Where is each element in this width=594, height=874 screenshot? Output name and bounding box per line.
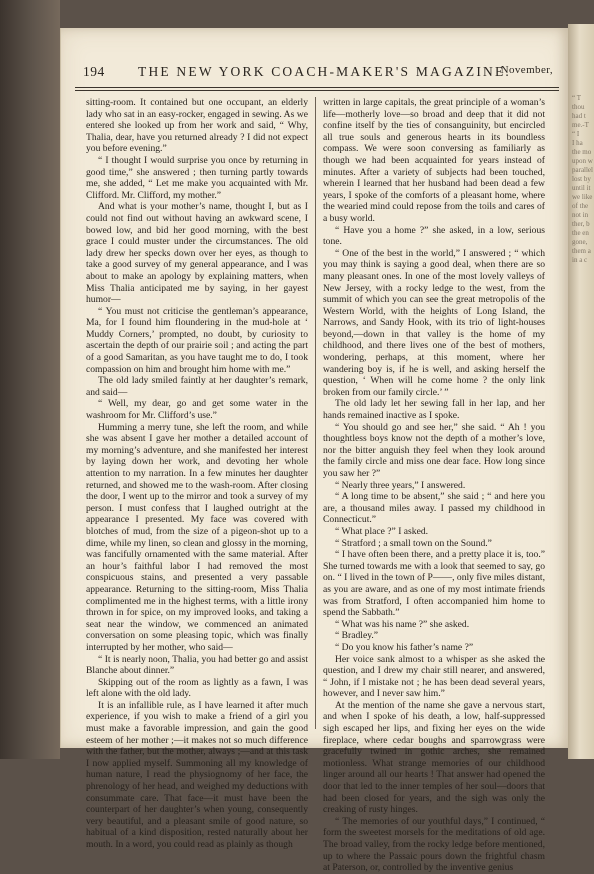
fragment-line: we like [572,193,593,201]
paragraph: “ What place ?” I asked. [335,525,429,537]
text-column-right [323,97,545,874]
fragment-line: ther, b [572,220,590,228]
fragment-line: lost by [572,175,591,183]
column-divider [315,97,316,729]
paragraph: “ Nearly three years,” I answered. [335,479,466,491]
facing-page-fragments [572,94,594,265]
header-rule-bottom [75,90,559,91]
paragraph: “ Do you know his father’s name ?” [335,641,474,653]
paragraph: The old lady smiled faintly at her daughter’s remark, and said— [86,375,308,398]
fragment-line: the mo [572,148,592,156]
paragraph: “ Have you a home ?” she asked, in a low, serious tone. [323,224,545,248]
fragment-line: me.-T [572,121,589,129]
page-number: 194 [83,64,105,79]
fragment-line: “ I [572,130,580,138]
fragment-line: I ha [572,139,583,147]
paragraph: “ You should go and see her,” she said. “ Ah ! you thoughtless boys know not the depth of a mother’s love, nor the bitter anguish they feel when they look around the family circle and miss one dear face. How long since you saw her ?” [323,421,545,479]
facing-page-edge [568,24,594,759]
running-header [75,64,561,82]
issue-month: November, [500,64,553,76]
paragraph: “ Well, my dear, go and get some water in the washroom for Mr. Clifford’s use.” [86,398,308,422]
paragraph: written in large capitals, the great principle of a woman’s life—motherly love—so broad and deep that it did not confine itself by the ties of consanguinity, but encircled all true souls and generous hearts in its boundless compass. We were soon conversing as familiarly as though we had been acquainted for years instead of minutes. After a variety of subjects had been touched, wherein I learned that her husband had been dead a few years, I spoke of the comforts of a pleasant home, where the wearied mind could repose from the toils and cares of a busy world. [323,97,545,224]
paragraph: “ Stratford ; a small town on the Sound.” [335,537,492,549]
magazine-page [60,28,569,874]
fragment-line: thou [572,103,585,111]
fragment-line: of the [572,202,589,210]
paragraph: “ One of the best in the world,” I answered ; “ which you may think is saying a good deal, when there are so many pleasant ones. In one of the most lovely valleys of New Jersey, with a rocky ledge to the west, from the summit of which you can see the great metropolis of the Western World, with the heights of Long Island, the Narrows, and Sandy Hook, with its trio of light-houses beyond,—down in that valley is the home of my childhood, and there lives one of the best of mothers, wondering, perhaps, at this moment, where her wandering boy is, if he is well, and asking herself the question, ‘ When will he come home ? the only link broken from our family circle.’ ” [323,247,545,398]
fragment-line: not in [572,211,589,219]
paragraph: It is an infallible rule, as I have learned it after much experience, if you wish to make a friend of a girl you must make a favorable impression, and gain the good esteem of her mother ;—it makes not so much difference with the father, but the mother, always ;—and at this task I now applied myself. Summoning all my knowledge of human nature, I read the physiognomy of her face, the phrenology of her head, and weighed my deductions with consummate care. That face—it must have been the counterpart of her daughter’s when young, consequently very beautiful, and a pleasant smile of good nature, so habitual of a kind disposition, rested naturally about her mouth. In a word, you could read as plainly as though [86,699,308,850]
fragment-line: had t [572,112,586,120]
paragraph: “ A long time to be absent,” she said ; “ and here you are, a thousand miles away. I passed my childhood in Connecticut.” [323,491,545,526]
paragraph: sitting-room. It contained but one occupant, an elderly lady who sat in an easy-rocker, engaged in sewing. As we entered she looked up from her work and said, “ Why, Thalia, dear, have you returned already ? I did not expect you before evening.” [86,97,308,155]
paragraph: “ What was his name ?” she asked. [335,618,470,630]
fragment-line: upon w [572,157,593,165]
header-rule-top [75,87,559,88]
text-column-left [86,97,308,851]
paragraph: “ Bradley.” [335,630,379,642]
paragraph: Her voice sank almost to a whisper as she asked the question, and I drew my chair still nearer, and answered, “ John, if I mistake not ; he has been dead several years, however, and I never saw him.” [323,653,545,700]
paragraph: “ I thought I would surprise you once by returning in good time,” she answered ; then turning partly towards me, she added, “ Let me make you acquainted with Mr. Clifford. Mr. Clifford, my mother.” [86,154,308,201]
paragraph: And what is your mother’s name, thought I, but as I could not find out without having an awkward scene, I bowed low, and bid her good morning, with the best grace I could muster under the circumstances. The old lady drew her specks down over her eyes, as though to take a good survey of my general appearance, and I was about to make an apology by explaining matters, when Miss Thalia anticipated me by saying, in her gayest humor— [86,201,308,306]
fragment-line: them a [572,247,591,255]
paragraph: “ I have often been there, and a pretty place it is, too.” She turned towards me with a look that seemed to say, go on. “ I lived in the town of P——, only five miles distant, as you are aware, and as one of my most intimate friends was from Stratford, I often accompanied him home to spend the Sabbath.” [323,549,545,619]
fragment-line: until it [572,184,591,192]
paragraph: “ It is nearly noon, Thalia, you had better go and assist Blanche about dinner.” [86,653,308,677]
fragment-line: “ T [572,94,582,102]
fragment-line: gone, [572,238,588,246]
fragment-line: in a c [572,256,588,264]
paragraph: Skipping out of the room as lightly as a fawn, I was left alone with the old lady. [86,676,308,700]
paragraph: At the mention of the name she gave a nervous start, and when I spoke of his death, a low, half-suppressed sigh escaped her lips, and fixing her eyes on the wide fireplace, where cedar boughs and sparrowgrass were gracefully twined in gothic arches, she remained motionless. What strange memories of our childhood linger around all our hearts ! That answer had opened the door that led to the inner temples of her soul—doors that had been closed for years, and the sigh was only the creaking of rusty hinges. [323,699,545,816]
magazine-title: THE NEW YORK COACH-MAKER'S MAGAZINE. [138,64,511,79]
fragment-line: parallel [572,166,593,174]
paragraph: “ You must not criticise the gentleman’s appearance, Ma, for I found him floundering in the mud-hole at ‘ Muddy Corners,’ prompted, no doubt, by curiosity to ascertain the depth of our prairie soil ; and acting the part of a good Samaritan, as you have taught me to do, I took compassion on him and brought him home with me.” [86,305,308,375]
paragraph: “ The memories of our youthful days,” I continued, “ form the sweetest morsels for the meditations of old age. The broad valley, from the rocky ledge before mentioned, up to where the Passaic pours down the frightful chasm at Paterson, or, controlled by the inventive genius [323,815,545,874]
paragraph: Humming a merry tune, she left the room, and while she was absent I gave her mother a detailed account of my morning’s adventure, and she manifested her interest by laying down her work, and devoting her whole attention to my narration. In a few minutes her daughter returned, and showed me to the wash-room. After closing the door, I went up to the mirror and took a survey of my person. I must confess that I laughed outright at the appearance I presented. My face was covered with blotches of mud, from the size of a pigeon-shot up to a dime, while my linen, so clean and glossy in the morning, was fancifully ornamented with the same material. After an hour’s faithful labor I had removed the most conspicuous stains, and presented a very passable appearance. Returning to the sitting-room, Miss Thalia complimented me in the highest terms, with a little irony thrown in for spice, on my improved looks, and taking a seat near the window, we commenced an animated conversation on some pleasing topic, which was finally interrupted by her mother, who said— [86,421,308,653]
paragraph: The old lady let her sewing fall in her lap, and her hands remained inactive as I spoke. [323,398,545,422]
book-spine-shadow [0,0,60,759]
fragment-line: the en [572,229,589,237]
